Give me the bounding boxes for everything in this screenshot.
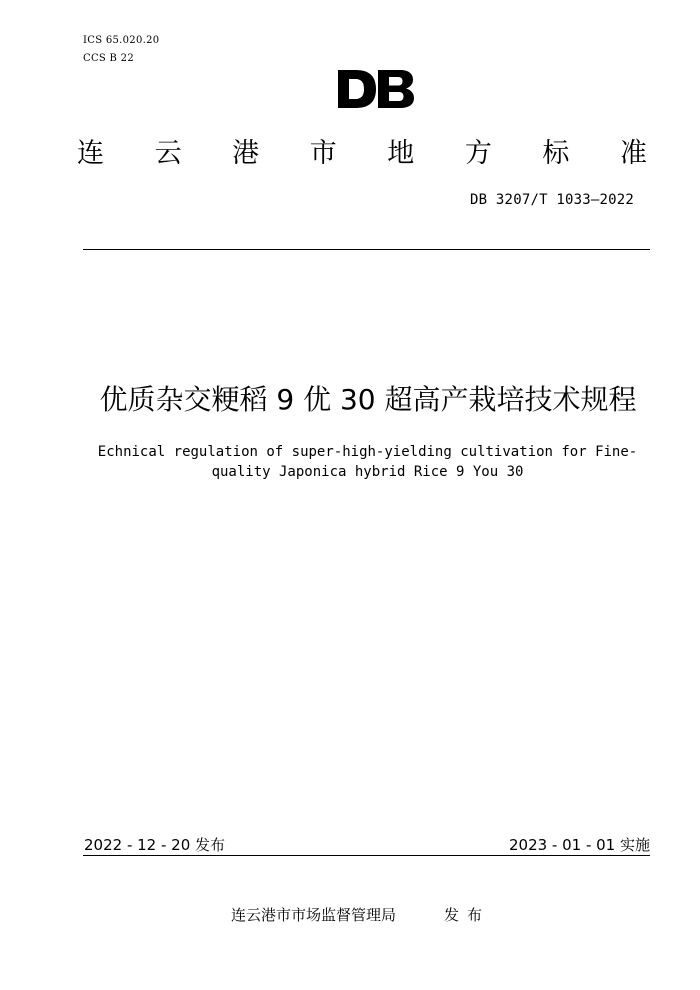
standard-type-char: 方: [464, 138, 492, 169]
ics-code: ICS 65.020.20: [83, 35, 160, 46]
standard-type-char: 标: [542, 138, 570, 169]
issuing-authority: 连云港市市场监督管理局: [231, 906, 397, 924]
standard-type-char: 连: [77, 138, 104, 169]
standard-type-char: 云: [154, 138, 182, 169]
bottom-divider: [83, 855, 650, 856]
db-logo: [338, 70, 414, 108]
standard-type-char: 港: [232, 138, 260, 169]
issuing-action: 发布: [444, 906, 491, 924]
standard-type-title: [77, 136, 647, 172]
document-title-chinese: 优质杂交粳稻 9 优 30 超高产栽培技术规程: [99, 383, 637, 416]
top-divider: [83, 249, 650, 250]
standard-type-char: 市: [309, 138, 337, 169]
issue-date: 2022 - 12 - 20 发布: [84, 836, 226, 854]
standard-type-char: 地: [387, 138, 415, 169]
document-title-english: Echnical regulation of super-high-yielding cultivation for Fine-quality Japonica hybrid Rice 9 You 30: [97, 444, 638, 480]
ccs-code: CCS B 22: [83, 53, 134, 64]
standard-number: DB 3207/T 1033—2022: [470, 192, 634, 208]
standard-type-char: 准: [619, 138, 647, 169]
implementation-date: 2023 - 01 - 01 实施: [508, 836, 650, 854]
